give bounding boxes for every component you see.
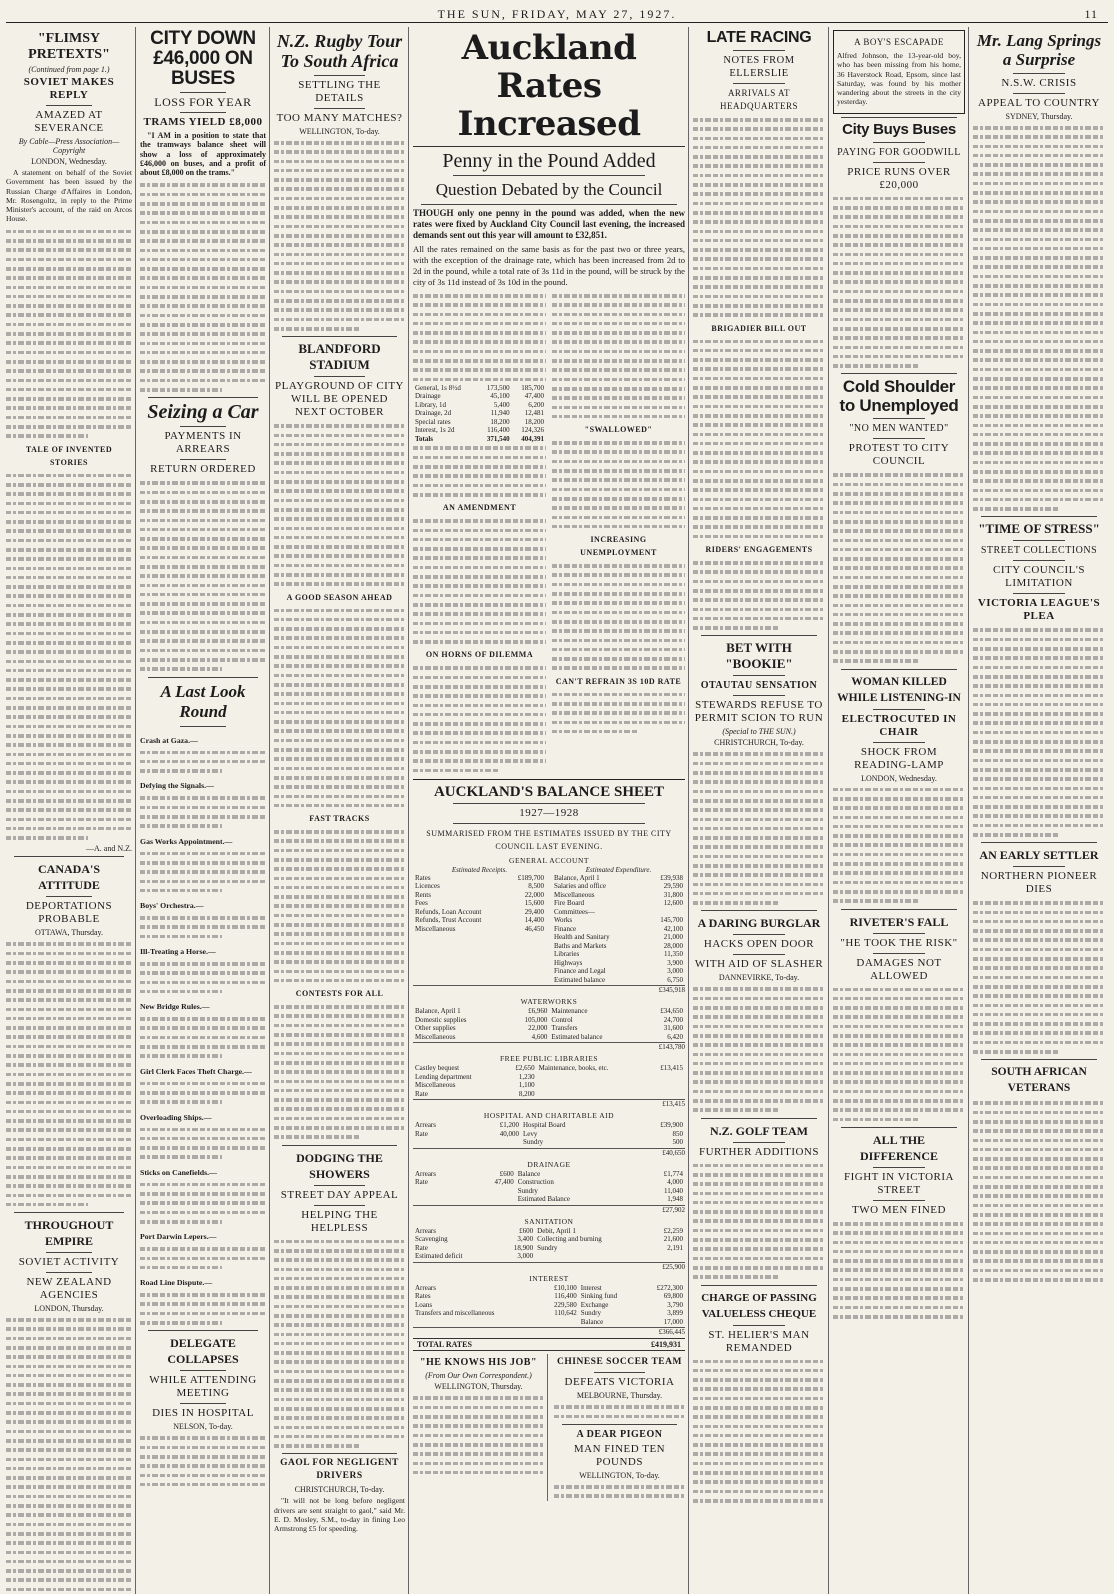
headline-payments-arrears: PAYMENTS IN ARREARS <box>164 430 242 456</box>
article-text <box>833 470 965 665</box>
article-text <box>6 1315 132 1594</box>
headline-ellerslie: NOTES FROM ELLERSLIE <box>723 55 795 79</box>
subhead-fast-tracks: FAST TRACKS <box>309 814 370 824</box>
balance-sheet <box>413 856 685 1337</box>
ledger-row: Rents 22,000 <box>415 890 544 899</box>
subhead-good-season: A GOOD SEASON AHEAD <box>286 592 393 602</box>
article-text <box>413 1393 544 1477</box>
fund-heading: FREE PUBLIC LIBRARIES <box>499 1054 598 1064</box>
ledger-row: Fees 15,600 <box>415 899 544 908</box>
ledger-row: Estimated balance 6,750 <box>554 975 683 984</box>
article-text <box>274 138 405 333</box>
headline-loss-for-year: LOSS FOR YEAR <box>154 95 252 109</box>
dateline: DANNEVIRKE, To-day. <box>718 973 800 983</box>
rates-row: Special rates 18,200 18,200 <box>415 417 544 426</box>
headline-city-buys-buses: City Buys Buses <box>842 120 956 138</box>
headline-stewards-refuse: STEWARDS REFUSE TO PERMIT SCION TO RUN <box>694 699 824 725</box>
article-text <box>973 123 1105 513</box>
headline-riveters-fall: RIVETER'S FALL <box>849 914 949 929</box>
dateline: SYDNEY, Thursday. <box>1005 112 1073 121</box>
ledger-row: Works 145,700 <box>554 916 683 925</box>
lead-paragraph: "I AM in a position to state that the tramways balance sheet will show a loss of approximately £46,000 on buses, and a profit of about £8,000 on the trams." <box>140 131 266 178</box>
brief-title: Sticks on Canefields.— <box>140 1167 217 1177</box>
dateline: OTTAWA, Thursday. <box>34 928 104 938</box>
ledger-row: Rate 18,900 Sundry 2,191 <box>415 1243 683 1252</box>
headline-city-down: CITY DOWN £46,000 ON BUSES <box>150 28 256 89</box>
dateline: NELSON, To-day. <box>173 1422 233 1432</box>
fund-heading: WATERWORKS <box>520 997 578 1007</box>
byline: (Special to THE SUN.) <box>722 727 796 737</box>
brief-title: Overloading Ships.— <box>140 1112 212 1122</box>
headline-dodging-showers: DODGING THE SHOWERS <box>296 1150 383 1181</box>
ledger-row: Miscellaneous 31,800 <box>554 890 683 899</box>
brief-title: Crash at Gaza.— <box>140 735 198 745</box>
brief-title: Girl Clerk Faces Theft Charge.— <box>140 1066 252 1076</box>
article-text <box>140 180 266 394</box>
article-paragraph: "It will not be long before negligent drivers are sent straight to gaol," said Mr. E. D. Mosley, S.M., to-day in fining Leo Armstrong £5 for speeding. <box>274 1496 405 1534</box>
dateline: CHRISTCHURCH, To-day. <box>714 738 804 748</box>
headline-return-ordered: RETURN ORDERED <box>150 463 256 476</box>
article-text <box>554 1482 685 1501</box>
news-briefs <box>140 730 266 1328</box>
fund-total: £143,780 <box>413 1042 685 1051</box>
article-text <box>552 690 685 736</box>
dateline: CHRISTCHURCH, To-day. <box>294 1485 385 1495</box>
headline-daring-burglar: A DARING BURGLAR <box>697 916 821 931</box>
headline-goodwill: PAYING FOR GOODWILL <box>837 146 961 158</box>
brief-item <box>140 1107 266 1162</box>
ledger-row: Miscellaneous 1,100 <box>415 1081 535 1090</box>
masthead-title: THE SUN, FRIDAY, MAY 27, 1927. <box>437 7 677 21</box>
article-text <box>833 985 965 1124</box>
fund-heading: GENERAL ACCOUNT <box>509 855 589 865</box>
headline-deportations: DEPORTATIONS PROBABLE <box>25 900 113 926</box>
headline-otautau: OTAUTAU SENSATION <box>700 680 818 692</box>
brief-title: Defying the Signals.— <box>140 781 214 791</box>
article-text <box>552 438 685 531</box>
dateline: WELLINGTON, To-day. <box>579 1471 660 1481</box>
ledger-row: Refunds, Trust Account 14,400 <box>415 916 544 925</box>
subhead-amendment: AN AMENDMENT <box>442 503 517 513</box>
column-6 <box>693 27 829 1594</box>
article-text <box>833 785 965 906</box>
article-text <box>973 898 1105 1056</box>
fund-heading: INTEREST <box>529 1273 569 1283</box>
brief-title: Road Line Dispute.— <box>140 1278 213 1288</box>
headline-year: 1927—1928 <box>519 806 579 819</box>
headline-st-heliers: ST. HELIER'S MAN REMANDED <box>708 1328 810 1354</box>
headline-rugby-tour: N.Z. Rugby Tour To South Africa <box>276 31 403 71</box>
dateline: WELLINGTON, To-day. <box>299 127 380 136</box>
article-text <box>693 337 825 542</box>
dateline: LONDON, Wednesday. <box>861 773 937 783</box>
headline-cold-shoulder: Cold Shoulder to Unemployed <box>839 377 959 416</box>
column-2 <box>140 27 270 1594</box>
rates-row: Interest, 1s 2d 116,400 124,326 <box>415 426 544 435</box>
headline-soviet-activity: SOVIET ACTIVITY <box>18 1256 120 1269</box>
subhead-dilemma: ON HORNS OF DILEMMA <box>425 650 534 660</box>
article-text <box>693 115 825 320</box>
article-text <box>413 443 546 499</box>
fund-total: £366,445 <box>413 1327 685 1336</box>
ledger-row: Finance and Legal 3,000 <box>554 967 683 976</box>
column-7 <box>833 27 969 1594</box>
fund-total: £13,415 <box>413 1099 685 1108</box>
ledger-row: Arrears £1,200 Hospital Board £39,900 <box>415 1121 683 1130</box>
article-text <box>274 606 405 811</box>
brief-item <box>140 1272 266 1327</box>
headline-street-day: STREET DAY APPEAL <box>280 1188 399 1201</box>
headline-playground: PLAYGROUND OF CITY WILL BE OPENED NEXT OCTOBER <box>275 380 404 419</box>
brief-title: Gas Works Appointment.— <box>140 836 233 846</box>
headline-woman-killed: WOMAN KILLED WHILE LISTENING-IN <box>837 675 961 704</box>
ledger-row: Libraries 11,350 <box>554 950 683 959</box>
byline: By Cable—Press Association—Copyright <box>18 137 120 155</box>
brief-title: Boys' Orchestra.— <box>140 901 204 911</box>
ledger-row: Loans 229,580 Exchange 3,790 <box>415 1300 683 1309</box>
ledger-row: Rate 47,400 Construction 4,000 <box>415 1178 683 1187</box>
article-text <box>693 1357 825 1506</box>
ledger-row: Balance, April 1 £39,938 <box>554 873 683 882</box>
rates-table <box>413 384 546 444</box>
article-text <box>554 1402 685 1421</box>
article-text <box>833 1219 965 1321</box>
brief-item <box>140 895 266 941</box>
headline-nsw-crisis: N.S.W. CRISIS <box>1001 77 1077 89</box>
headline-early-settler: AN EARLY SETTLER <box>979 848 1099 863</box>
ledger-row: Rates £189,700 <box>415 873 544 882</box>
article-text <box>973 625 1105 839</box>
headline-attending-meeting: WHILE ATTENDING MEETING <box>149 1374 257 1400</box>
ledger-row: Salaries and office 29,590 <box>554 882 683 891</box>
headline-took-risk: "HE TOOK THE RISK" <box>840 936 958 949</box>
subhead-unemployment: INCREASING UNEMPLOYMENT <box>580 535 657 558</box>
ledger-row: Miscellaneous 46,450 <box>415 924 544 933</box>
brief-item <box>140 941 266 996</box>
column-8 <box>973 27 1108 1594</box>
article-text <box>6 939 132 1209</box>
ledger-row: Estimated deficit 3,000 <box>415 1252 534 1261</box>
ledger-side-label: Estimated Receipts. <box>451 865 508 874</box>
grand-total-row <box>413 1338 685 1351</box>
rates-row: General, 1s 8½d 173,500 185,700 <box>415 383 544 392</box>
article-text <box>552 291 685 421</box>
ledger-row: Other supplies 22,000 Transfers 31,600 <box>415 1024 683 1033</box>
article-text <box>274 1002 405 1141</box>
article-text <box>274 1237 405 1451</box>
rates-row: Library, 1d 5,400 6,200 <box>415 400 544 409</box>
subhead-riders: RIDERS' ENGAGEMENTS <box>705 545 813 555</box>
headline-protest: PROTEST TO CITY COUNCIL <box>848 442 950 468</box>
article-paragraph: A statement on behalf of the Soviet Government has been issued by the Russian Charge d'Affaires in London, Mr. Rosengoltz, in reply to the Prime Minister's account, of the raid on Arcos House. <box>6 168 132 224</box>
headline-bet-bookie: BET WITH "BOOKIE" <box>725 640 793 672</box>
ledger-row: Arrears £600 Debit, April 1 £2,259 <box>415 1226 683 1235</box>
ledger-row: Finance 42,100 <box>554 924 683 933</box>
fund-total: £27,902 <box>413 1205 685 1214</box>
ledger-row: Castley bequest £2,650 Maintenance, books, etc. £13,415 <box>415 1064 683 1073</box>
headline-summarised: SUMMARISED FROM THE ESTIMATES ISSUED BY THE CITY COUNCIL LAST EVENING. <box>426 828 672 851</box>
headline-too-many-matches: TOO MANY MATCHES? <box>276 112 403 124</box>
headline-street-collections: STREET COLLECTIONS <box>980 545 1098 557</box>
column-1 <box>6 27 136 1594</box>
headline-appeal-country: APPEAL TO COUNTRY <box>978 97 1100 109</box>
lead-paragraph: THOUGH only one penny in the pound was added, when the new rates were fixed by Auckland City Council last evening, the increased demands sent out this year will amount to £32,851. <box>413 208 685 240</box>
headline-settling-details: SETTLING THE DETAILS <box>298 79 381 104</box>
dateline: WELLINGTON, Thursday. <box>434 1382 523 1392</box>
masthead <box>6 0 1108 23</box>
rates-row: Drainage, 2d 11,940 12,481 <box>415 409 544 418</box>
headline-trams-yield: TRAMS YIELD £8,000 <box>143 116 263 128</box>
article-text <box>973 1098 1105 1284</box>
dateline: LONDON, Thursday. <box>34 1304 104 1314</box>
brief-item <box>140 1226 266 1272</box>
fund-heading: HOSPITAL AND CHARITABLE AID <box>483 1111 615 1121</box>
headline-man-fined: MAN FINED TEN POUNDS <box>573 1443 666 1469</box>
headline-late-racing: LATE RACING <box>706 29 812 46</box>
headline-pioneer-dies: NORTHERN PIONEER DIES <box>980 870 1098 896</box>
headline-damages: DAMAGES NOT ALLOWED <box>856 956 942 982</box>
headline-time-of-stress: "TIME OF STRESS" <box>978 521 1100 537</box>
brief-item <box>140 775 266 830</box>
headline-price-runs: PRICE RUNS OVER £20,000 <box>847 165 951 191</box>
rates-row: Drainage 45,100 47,400 <box>415 392 544 401</box>
article-text <box>552 561 685 673</box>
article-text <box>140 478 266 673</box>
headline-golf-team: N.Z. GOLF TEAM <box>709 1123 808 1138</box>
article-text <box>693 558 825 632</box>
article-text <box>833 194 965 371</box>
brief-item <box>140 996 266 1060</box>
ledger-row: Sundry 500 <box>522 1138 683 1147</box>
fund-heading: DRAINAGE <box>527 1159 571 1169</box>
ledger-row: Balance, April 1 £6,960 Maintenance £34,650 <box>415 1007 683 1016</box>
fund-total: £25,900 <box>413 1262 685 1271</box>
ledger-row: Estimated Balance 1,948 <box>517 1195 683 1204</box>
headline-penny-pound: Penny in the Pound Added <box>442 150 656 172</box>
fund-heading: SANITATION <box>524 1216 574 1226</box>
headline-soviet-reply: SOVIET MAKES REPLY <box>23 76 115 101</box>
ledger-row: Baths and Markets 28,000 <box>554 941 683 950</box>
brief-title: Ill-Treating a Horse.— <box>140 947 216 956</box>
brief-item <box>140 831 266 895</box>
headline-rates-increased: Auckland Rates Increased <box>413 29 685 147</box>
headline-last-look-round: A Last Look Round <box>160 681 246 721</box>
subhead-contests: CONTESTS FOR ALL <box>295 989 384 999</box>
headline-canada: CANADA'S ATTITUDE <box>37 862 100 893</box>
ledger-row: Refunds, Loan Account 29,400 <box>415 907 544 916</box>
ledger-row: Miscellaneous 4,600 Estimated balance 6,420 <box>415 1032 683 1041</box>
article-text <box>413 663 546 775</box>
headline-two-men: TWO MEN FINED <box>852 1203 946 1216</box>
headline-league-plea: VICTORIA LEAGUE'S PLEA <box>977 597 1101 623</box>
headline-throughout-empire: THROUGHOUT EMPIRE <box>24 1218 114 1249</box>
grand-total-label: TOTAL RATES <box>417 1340 472 1350</box>
ledger-row: Balance 17,000 <box>580 1317 683 1326</box>
headline-defeats-victoria: DEFEATS VICTORIA <box>564 1376 675 1389</box>
brief-item <box>140 1162 266 1226</box>
article-text <box>413 516 546 646</box>
ledger-row: Fire Board 12,600 <box>554 899 683 908</box>
headline-helping: HELPING THE HELPLESS <box>301 1208 378 1234</box>
article-text <box>693 749 825 907</box>
ledger-row: Licences 8,500 <box>415 882 544 891</box>
page-number: 11 <box>1084 7 1098 21</box>
headline-knows-job: "HE KNOWS HIS JOB" <box>419 1357 538 1369</box>
headline-all-difference: ALL THE DIFFERENCE <box>859 1132 938 1163</box>
headline-chinese-soccer: CHINESE SOCCER TEAM <box>557 1357 682 1368</box>
headline-mr-lang: Mr. Lang Springs a Surprise <box>976 31 1102 69</box>
grand-total-value: £419,931 <box>651 1340 681 1350</box>
headline-valueless-cheque: CHARGE OF PASSING VALUELESS CHEQUE <box>701 1291 817 1320</box>
headline-arrivals: ARRIVALS AT HEADQUARTERS <box>720 88 798 111</box>
article-text <box>274 421 405 588</box>
headline-flimsy-pretexts: "FLIMSY PRETEXTS" <box>28 31 110 62</box>
box-paragraph: Alfred Johnson, the 13-year-old boy, who has been missing from his home, 36 Haverstock Road, Epsom, since last Saturday, was found by his mother wandering about the streets in the city yesterday. <box>837 51 961 107</box>
headline-council-limitation: CITY COUNCIL'S LIMITATION <box>993 564 1085 590</box>
ledger-row: Transfers and miscellaneous 110,642 Sundry 3,899 <box>415 1309 683 1318</box>
headline-fight-victoria: FIGHT IN VICTORIA STREET <box>844 1170 954 1196</box>
headline-nz-agencies: NEW ZEALAND AGENCIES <box>26 1276 112 1302</box>
headline-dies-hospital: DIES IN HOSPITAL <box>152 1407 254 1420</box>
fund-total: £40,650 <box>413 1148 685 1157</box>
article-text <box>6 471 132 843</box>
byline: (From Our Own Correspondent.) <box>425 1371 532 1381</box>
ledger-row: Rates 116,400 Sinking fund 69,800 <box>415 1292 683 1301</box>
headline-further-additions: FURTHER ADDITIONS <box>699 1145 819 1158</box>
subhead-cant-refrain: CAN'T REFRAIN 3S 10D RATE <box>555 676 682 686</box>
article-text <box>274 827 405 985</box>
article-text <box>140 1433 266 1489</box>
headline-sa-veterans: SOUTH AFRICAN VETERANS <box>991 1066 1087 1095</box>
headline-blandford-stadium: BLANDFORD STADIUM <box>298 341 381 373</box>
brief-title: Port Darwin Lepers.— <box>140 1232 217 1242</box>
headline-slasher: WITH AID OF SLASHER <box>694 958 824 971</box>
subhead-brigadier: BRIGADIER BILL OUT <box>711 323 807 333</box>
ledger-row: Health and Sanitary 21,000 <box>554 933 683 942</box>
headline-question-debated: Question Debated by the Council <box>435 180 663 199</box>
article-text <box>413 291 546 384</box>
brief-item <box>140 1061 266 1107</box>
article-text <box>6 227 132 441</box>
headline-balance-sheet: AUCKLAND'S BALANCE SHEET <box>433 783 665 800</box>
subhead-invented-stories: TALE OF INVENTED STORIES <box>25 444 113 467</box>
ledger-row: Arrears £10,100 Interest £272,300 <box>415 1283 683 1292</box>
ledger-row: Highways 3,900 <box>554 958 683 967</box>
dateline: LONDON, Wednesday. <box>31 157 107 166</box>
article-text <box>693 984 825 1114</box>
ledger-row: Rate 8,200 <box>415 1089 535 1098</box>
brief-title: New Bridge Rules.— <box>140 1002 210 1012</box>
credit: —A. and N.Z. <box>86 844 132 854</box>
headline-amazed: AMAZED AT SEVERANCE <box>34 109 104 134</box>
ledger-side-label: Estimated Expenditure. <box>585 865 652 874</box>
headline-no-men: "NO MEN WANTED" <box>849 423 949 435</box>
ledger-row: Arrears £600 Balance £1,774 <box>415 1169 683 1178</box>
ledger-row: Lending department 1,230 <box>415 1072 535 1081</box>
article-text <box>693 1161 825 1282</box>
ledger-row: Committees— <box>554 907 595 916</box>
column-3 <box>274 27 409 1594</box>
subhead-swallowed: "SWALLOWED" <box>584 425 653 435</box>
ledger-row: Sundry 11,040 <box>517 1186 683 1195</box>
headline-seizing-car: Seizing a Car <box>147 401 259 424</box>
headline-electrocuted: ELECTROCUTED IN CHAIR <box>841 712 957 738</box>
headline-hacks-door: HACKS OPEN DOOR <box>703 938 815 951</box>
headline-dear-pigeon: A DEAR PIGEON <box>576 1429 663 1441</box>
columns <box>6 27 1108 1534</box>
center-spread <box>413 27 689 1594</box>
headline-reading-lamp: SHOCK FROM READING-LAMP <box>854 745 944 771</box>
ledger-row: Domestic supplies 105,000 Control 24,700 <box>415 1015 683 1024</box>
ledger-row: Scavenging 3,400 Collecting and burning 21,600 <box>415 1235 683 1244</box>
dateline: MELBOURNE, Thursday. <box>576 1391 663 1401</box>
headline-delegate-collapses: DELEGATE COLLAPSES <box>167 1336 239 1367</box>
brief-item <box>140 730 266 776</box>
ledger-row: Rate 40,000 Levy 850 <box>415 1129 683 1138</box>
rates-row: Totals 371,540 404,391 <box>415 434 544 443</box>
headline-gaol-drivers: GAOL FOR NEGLIGENT DRIVERS <box>280 1458 399 1482</box>
continued-note: (Continued from page 1.) <box>28 65 110 74</box>
fund-total: £345,918 <box>413 985 685 994</box>
boxed-item <box>833 30 965 114</box>
headline-boys-escapade: A BOY'S ESCAPADE <box>854 37 944 47</box>
lead-paragraph-2: All the rates remained on the same basis as for the past two or three years, with the exception of the drainage rate, which has been increased from 2d to 2d in the pound, while a total rate of 3s 11d in the pound, will be struck by the city of 3s 11d instead of 3s 10d in the pound. <box>413 244 685 287</box>
